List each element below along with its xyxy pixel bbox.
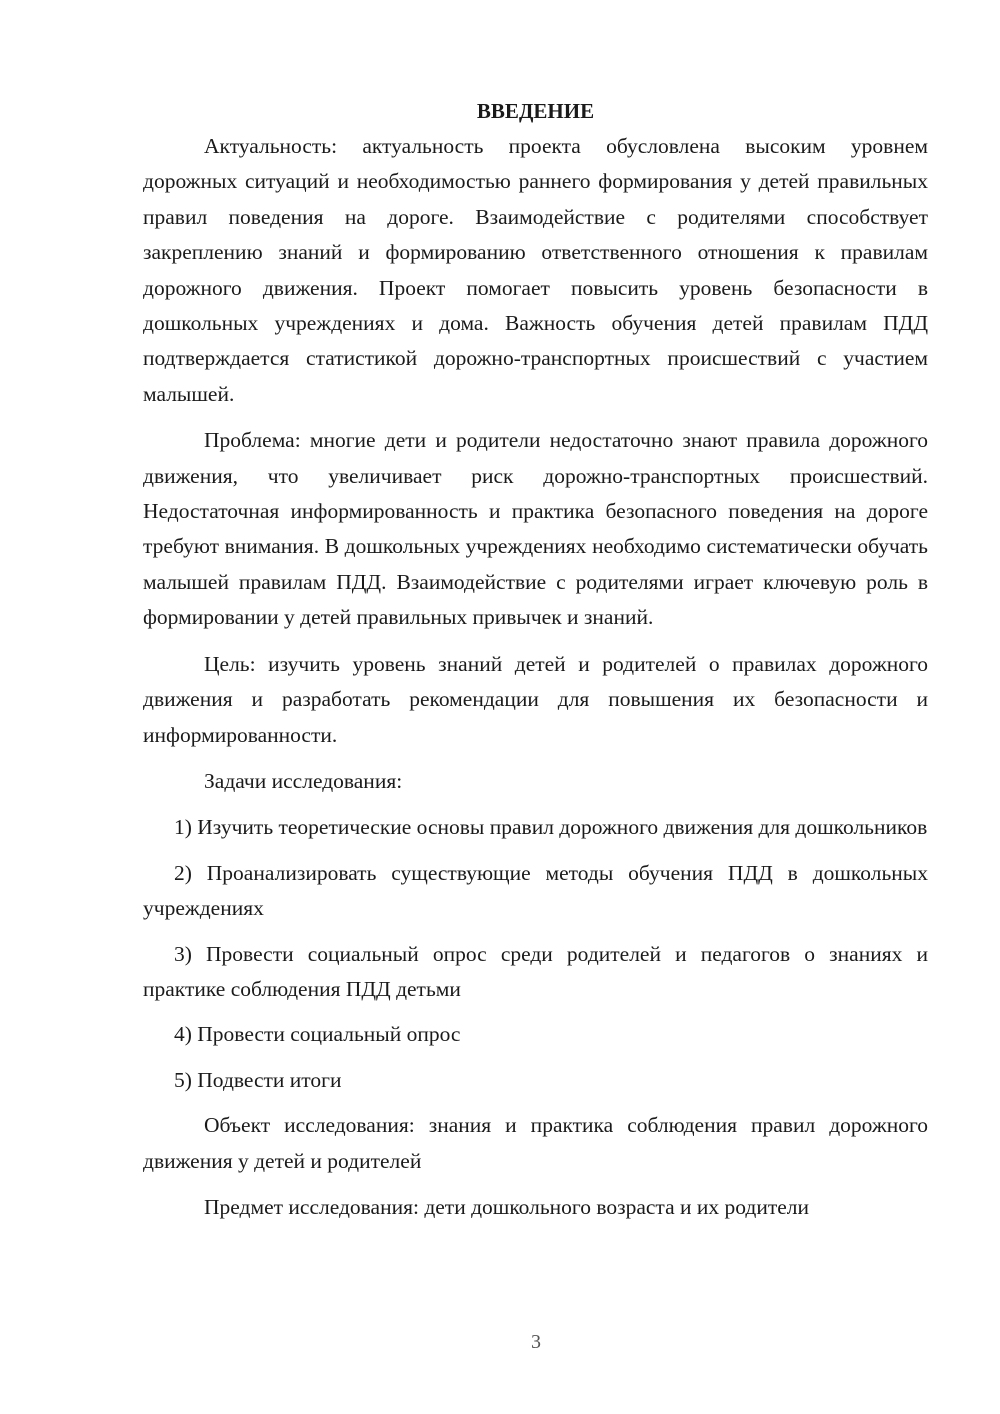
- tasks-heading: Задачи исследования:: [204, 768, 403, 793]
- goal-paragraph: Цель: изучить уровень знаний детей и родителей о правилах дорожного движения и разработать рекомендации для повышения их безопасности и информированности.: [143, 651, 928, 747]
- relevance-paragraph: Актуальность: актуальность проекта обусловлена высоким уровнем дорожных ситуаций и необходимостью раннего формирования у детей правильных правил поведения на дороге. Взаимодействие с родителями способствует закреплению знаний и формированию ответственного отношения к правилам дорожного движения. Проект помогает повысить уровень безопасности в дошкольных учреждениях и дома. Важность обучения детей правилам ПДД подтверждается статистикой дорожно-транспортных происшествий с участием малышей.: [143, 134, 928, 406]
- task-item-2: 2) Проанализировать существующие методы обучения ПДД в дошкольных учреждениях: [143, 860, 928, 921]
- page-title: ВВЕДЕНИЕ: [476, 99, 595, 123]
- subject-paragraph: Предмет исследования: дети дошкольного возраста и их родители: [204, 1194, 810, 1219]
- problem-paragraph: Проблема: многие дети и родители недостаточно знают правила дорожного движения, что увеличивает риск дорожно-транспортных происшествий. Недостаточная информированность и практика безопасного поведения на дороге требуют внимания. В дошкольных учреждениях необходимо систематически обучать малышей правилам ПДД. Взаимодействие с родителями играет ключевую роль в формировании у детей правильных привычек и знаний.: [143, 428, 928, 630]
- document-page: [143, 94, 928, 1236]
- task-item-3: 3) Провести социальный опрос среди родителей и педагогов о знаниях и практике соблюдения ПДД детьми: [143, 941, 928, 1001]
- page-number: 3: [531, 1331, 541, 1353]
- object-paragraph: Объект исследования: знания и практика соблюдения правил дорожного движения у детей и родителей: [143, 1113, 928, 1173]
- task-item-1: 1) Изучить теоретические основы правил дорожного движения для дошкольников: [174, 815, 928, 840]
- task-item-4: 4) Провести социальный опрос: [174, 1022, 461, 1047]
- task-item-5: 5) Подвести итоги: [174, 1067, 342, 1092]
